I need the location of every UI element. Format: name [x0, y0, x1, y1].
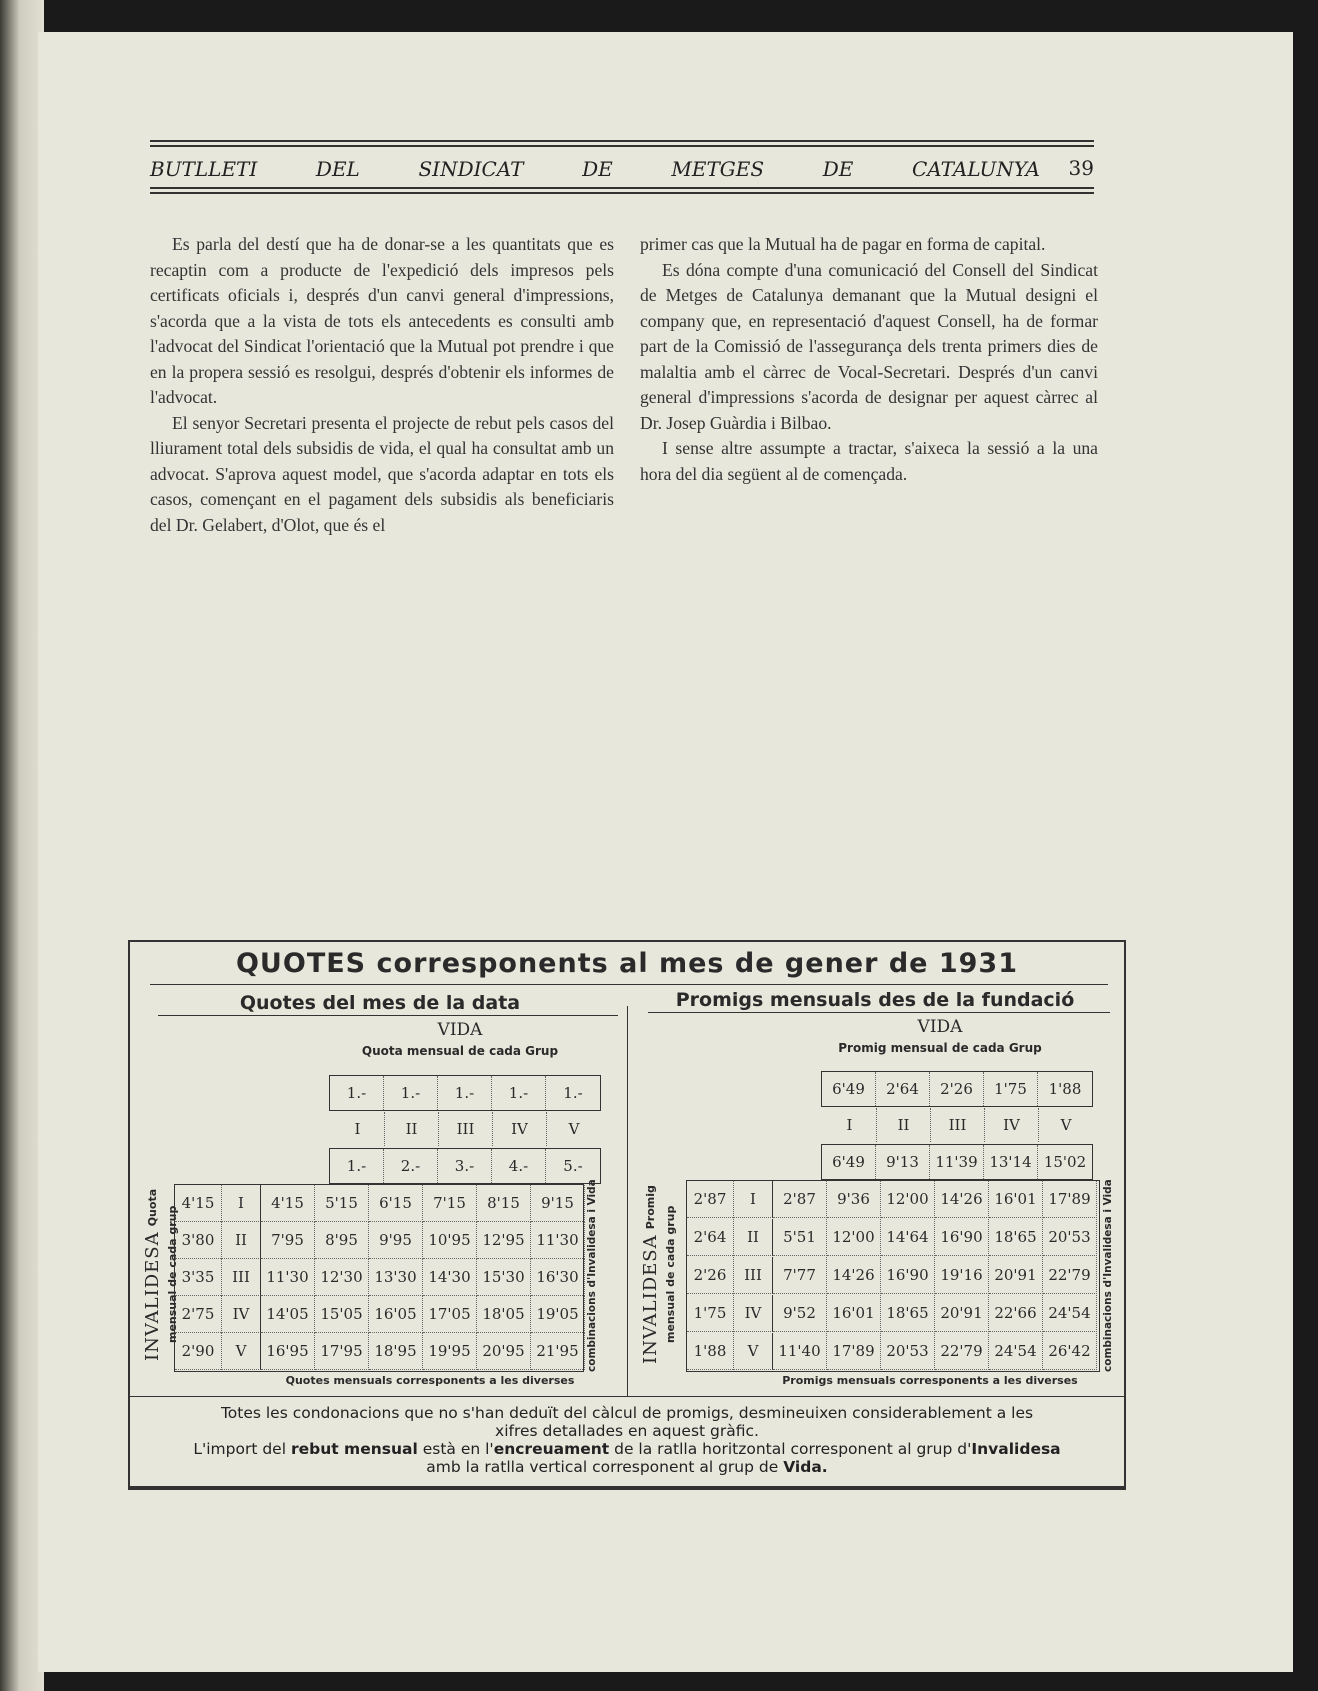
right-invalidesa-grid	[686, 1180, 1100, 1372]
right-vida-top-row	[821, 1071, 1093, 1107]
matrix-cell: 10'95	[423, 1222, 477, 1259]
right-vida-second-row	[821, 1144, 1093, 1180]
title-word: DE	[582, 157, 613, 181]
body-column-left	[150, 232, 614, 538]
left-vida-top-row	[329, 1075, 601, 1111]
value-cell: 1.-	[492, 1076, 546, 1110]
matrix-cell: 15'05	[315, 1296, 369, 1333]
note-emphasis: Vida.	[783, 1458, 828, 1476]
matrix-cell: 4'15	[261, 1185, 315, 1222]
inv-label-text: INVALIDESA	[640, 1234, 661, 1364]
group-cell: III	[439, 1112, 493, 1146]
value-cell: 1.-	[438, 1076, 492, 1110]
inv-label-text: INVALIDESA	[142, 1230, 163, 1361]
value-cell: 13'14	[984, 1145, 1038, 1179]
note-text: amb la ratlla vertical corresponent al grup de	[426, 1458, 779, 1476]
value-cell: 2'64	[876, 1072, 930, 1106]
grid-row	[175, 1222, 585, 1259]
matrix-cell: 16'01	[989, 1181, 1043, 1218]
note-emphasis: Invalidesa	[971, 1440, 1061, 1458]
matrix-cell: 9'52	[773, 1295, 827, 1332]
matrix-cell: 14'26	[827, 1257, 881, 1294]
matrix-cell: 16'05	[369, 1296, 423, 1333]
note-text: de la ratlla horitzontal corresponent al grup d'	[614, 1440, 972, 1458]
note-line	[130, 1458, 1124, 1476]
matrix-cell: 20'91	[935, 1295, 989, 1332]
matrix-cell: 18'05	[477, 1296, 531, 1333]
matrix-cell: 13'30	[369, 1259, 423, 1296]
grid-row	[175, 1333, 585, 1370]
right-vida-label: VIDA	[917, 1017, 963, 1037]
grid-row	[687, 1333, 1097, 1370]
right-bottom-caption: Promigs mensuals corresponents a les diverses	[782, 1374, 1078, 1387]
header-rule-top	[150, 140, 1094, 147]
value-cell: 3.-	[438, 1149, 492, 1183]
matrix-cell: 17'89	[1043, 1181, 1097, 1218]
matrix-cell: 26'42	[1043, 1333, 1097, 1370]
left-vida-sublabel: Quota mensual de cada Grup	[361, 1044, 559, 1058]
title-rule	[150, 984, 1108, 985]
body-column-right	[640, 232, 1098, 487]
group-cell: V	[1060, 1116, 1072, 1134]
matrix-cell: 12'30	[315, 1259, 369, 1296]
matrix-cell: 22'79	[935, 1333, 989, 1370]
panel-divider	[627, 1006, 628, 1396]
title-word: DEL	[315, 157, 360, 181]
value-cell: 4.-	[492, 1149, 546, 1183]
matrix-cell: 22'66	[989, 1295, 1043, 1332]
grid-row	[175, 1185, 585, 1222]
matrix-cell: 16'90	[935, 1219, 989, 1256]
matrix-cell: 16'01	[827, 1295, 881, 1332]
inv-value: 2'75	[175, 1296, 221, 1333]
matrix-cell: 21'95	[531, 1333, 585, 1370]
title-word: BUTLLETI	[150, 157, 258, 181]
left-subtitle: Quotes del mes de la data	[239, 992, 521, 1014]
left-subtitle-rule	[158, 1015, 618, 1016]
matrix-cell: 12'00	[881, 1181, 935, 1218]
matrix-cell: 17'95	[315, 1333, 369, 1370]
group-cell: III	[931, 1108, 985, 1142]
matrix-cell: 14'64	[881, 1219, 935, 1256]
matrix-cell: 18'65	[881, 1295, 935, 1332]
right-invalidesa-label	[640, 1182, 676, 1367]
matrix-cell: 9'95	[369, 1222, 423, 1259]
value-cell: 2'26	[930, 1072, 984, 1106]
grid-row	[175, 1296, 585, 1333]
matrix-cell: 2'87	[773, 1181, 827, 1218]
matrix-cell: 5'51	[773, 1219, 827, 1256]
inv-group: III	[733, 1257, 773, 1294]
value-cell: 1.-	[330, 1149, 384, 1183]
value-cell: 5.-	[563, 1157, 583, 1175]
note-line	[130, 1440, 1124, 1458]
title-word: SINDICAT	[418, 157, 524, 181]
quotes-table-box	[128, 940, 1126, 1490]
table-notes	[130, 1404, 1124, 1476]
matrix-cell: 14'26	[935, 1181, 989, 1218]
notes-rule	[130, 1396, 1124, 1397]
left-vida-label: VIDA	[437, 1020, 483, 1040]
note-emphasis: encreuament	[493, 1440, 610, 1458]
note-line: Totes les condonacions que no s'han deduït del càlcul de promigs, desmineuixen considerablement a les	[220, 1404, 1034, 1422]
value-cell: 1.-	[563, 1084, 583, 1102]
inv-sub-text: Quota mensual de cada grup	[146, 1188, 179, 1344]
page-number: 39	[1068, 156, 1094, 180]
matrix-cell: 11'30	[261, 1259, 315, 1296]
group-cell: II	[385, 1112, 439, 1146]
group-cell: I	[823, 1108, 877, 1142]
matrix-cell: 12'00	[827, 1219, 881, 1256]
value-cell: 1'88	[1048, 1080, 1082, 1098]
note-line: xifres detallades en aquest gràfic.	[495, 1422, 759, 1440]
note-text: està en l'	[422, 1440, 494, 1458]
matrix-cell: 20'91	[989, 1257, 1043, 1294]
paragraph: El senyor Secretari presenta el projecte de rebut pels casos del lliurament total dels subsidis de vida, el qual ha consultat amb un advocat. S'aprova aquest model, que s'acorda adaptar en tots els casos, començant en el pagament dels subsidis als beneficiaris del Dr. Gelabert, d'Olot, que és el	[150, 412, 614, 535]
inv-value: 3'80	[175, 1222, 221, 1259]
matrix-cell: 16'30	[531, 1259, 585, 1296]
inv-group: IV	[221, 1296, 261, 1333]
right-group-row	[823, 1108, 1093, 1142]
title-word: METGES	[671, 157, 765, 181]
value-cell: 1.-	[330, 1076, 384, 1110]
matrix-cell: 14'05	[261, 1296, 315, 1333]
inv-value: 1'88	[687, 1333, 733, 1370]
matrix-cell: 20'95	[477, 1333, 531, 1370]
group-cell: I	[331, 1112, 385, 1146]
inv-group: II	[221, 1222, 261, 1259]
inv-value: 2'64	[687, 1219, 733, 1256]
paragraph: I sense altre assumpte a tractar, s'aixeca la sessió a la una hora del dia següent al de començada.	[640, 438, 1098, 484]
group-cell: II	[877, 1108, 931, 1142]
right-combinations-label: combinacions d'Invalidesa i Vida	[1102, 1179, 1114, 1372]
value-cell: 9'13	[876, 1145, 930, 1179]
group-cell: IV	[985, 1108, 1039, 1142]
note-text: L'import del	[193, 1440, 287, 1458]
inv-sub-text: Promig mensual de cada grup	[644, 1185, 677, 1344]
matrix-cell: 9'15	[531, 1185, 585, 1222]
matrix-cell: 7'15	[423, 1185, 477, 1222]
matrix-cell: 14'30	[423, 1259, 477, 1296]
note-emphasis: rebut mensual	[290, 1440, 418, 1458]
right-subtitle: Promigs mensuals des de la fundació	[675, 989, 1075, 1011]
matrix-cell: 15'30	[477, 1259, 531, 1296]
running-header	[150, 140, 1094, 196]
inv-group: V	[221, 1333, 261, 1370]
matrix-cell: 24'54	[1043, 1295, 1097, 1332]
matrix-cell: 17'89	[827, 1333, 881, 1370]
value-cell: 1.-	[384, 1076, 438, 1110]
left-invalidesa-grid	[174, 1184, 584, 1372]
grid-row	[687, 1181, 1097, 1218]
matrix-cell: 16'90	[881, 1257, 935, 1294]
title-word: DE	[822, 157, 854, 181]
matrix-cell: 19'05	[531, 1296, 585, 1333]
matrix-cell: 22'79	[1043, 1257, 1097, 1294]
grid-row	[687, 1219, 1097, 1256]
matrix-cell: 9'36	[827, 1181, 881, 1218]
matrix-cell: 11'40	[773, 1333, 827, 1370]
group-cell: IV	[493, 1112, 547, 1146]
right-vida-sublabel: Promig mensual de cada Grup	[838, 1041, 1042, 1055]
title-word: CATALUNYA	[911, 157, 1040, 181]
left-invalidesa-label	[142, 1182, 178, 1367]
left-group-row	[331, 1112, 601, 1146]
matrix-cell: 11'30	[531, 1222, 585, 1259]
inv-group: I	[733, 1181, 773, 1218]
left-vida-second-row	[329, 1148, 601, 1184]
value-cell: 11'39	[930, 1145, 984, 1179]
matrix-cell: 18'65	[989, 1219, 1043, 1256]
value-cell: 15'02	[1043, 1153, 1087, 1171]
matrix-cell: 5'15	[315, 1185, 369, 1222]
inv-value: 2'87	[687, 1181, 733, 1218]
matrix-cell: 20'53	[1043, 1219, 1097, 1256]
right-subtitle-rule	[648, 1012, 1110, 1013]
value-cell: 1'75	[984, 1072, 1038, 1106]
group-cell: V	[568, 1120, 580, 1138]
matrix-cell: 7'77	[773, 1257, 827, 1294]
inv-value: 1'75	[687, 1295, 733, 1332]
inv-value: 4'15	[175, 1185, 221, 1222]
matrix-cell: 8'15	[477, 1185, 531, 1222]
grid-row	[175, 1259, 585, 1296]
matrix-cell: 19'95	[423, 1333, 477, 1370]
inv-value: 2'90	[175, 1333, 221, 1370]
inv-group: I	[221, 1185, 261, 1222]
inv-group: III	[221, 1259, 261, 1296]
matrix-cell: 12'95	[477, 1222, 531, 1259]
inv-value: 2'26	[687, 1257, 733, 1294]
matrix-cell: 8'95	[315, 1222, 369, 1259]
left-bottom-caption: Quotes mensuals corresponents a les diverses	[285, 1374, 575, 1387]
matrix-cell: 20'53	[881, 1333, 935, 1370]
paragraph: primer cas que la Mutual ha de pagar en forma de capital.	[640, 234, 1046, 254]
inv-value: 3'35	[175, 1259, 221, 1296]
inv-group: V	[733, 1333, 773, 1370]
matrix-cell: 19'16	[935, 1257, 989, 1294]
table-title: QUOTES corresponents al mes de gener de 1931	[235, 948, 1019, 979]
journal-title	[150, 157, 1040, 181]
grid-row	[687, 1295, 1097, 1332]
left-combinations-label: combinacions d'Invalidesa i Vida	[586, 1179, 598, 1372]
matrix-cell: 17'05	[423, 1296, 477, 1333]
matrix-cell: 6'15	[369, 1185, 423, 1222]
inv-group: IV	[733, 1295, 773, 1332]
paragraph: Es dóna compte d'una comunicació del Consell del Sindicat de Metges de Catalunya demanant que la Mutual designi el company que, en representació d'aquest Consell, ha de formar part de la Comissió de l'assegurança dels trenta primers dies de malaltia amb el càrrec de Vocal-Secretari. Després d'un canvi general d'impressions s'acorda de designar per aquest càrrec al Dr. Josep Guàrdia i Bilbao.	[640, 259, 1098, 433]
value-cell: 6'49	[822, 1145, 876, 1179]
value-cell: 6'49	[822, 1072, 876, 1106]
matrix-cell: 16'95	[261, 1333, 315, 1370]
matrix-cell: 7'95	[261, 1222, 315, 1259]
grid-row	[687, 1257, 1097, 1294]
matrix-cell: 24'54	[989, 1333, 1043, 1370]
inv-group: II	[733, 1219, 773, 1256]
header-rule-bottom	[150, 187, 1094, 194]
matrix-cell: 18'95	[369, 1333, 423, 1370]
value-cell: 2.-	[384, 1149, 438, 1183]
paragraph: Es parla del destí que ha de donar-se a les quantitats que es recaptin com a producte de l'expedició dels impresos pels certificats oficials i, després d'un canvi general d'impressions, s'acorda que a la vista de tots els antecedents es consulti amb l'advocat del Sindicat l'orientació que la Mutual pot prendre i que en la propera sessió es resolgui, després d'obtenir els informes de l'advocat.	[150, 234, 614, 407]
